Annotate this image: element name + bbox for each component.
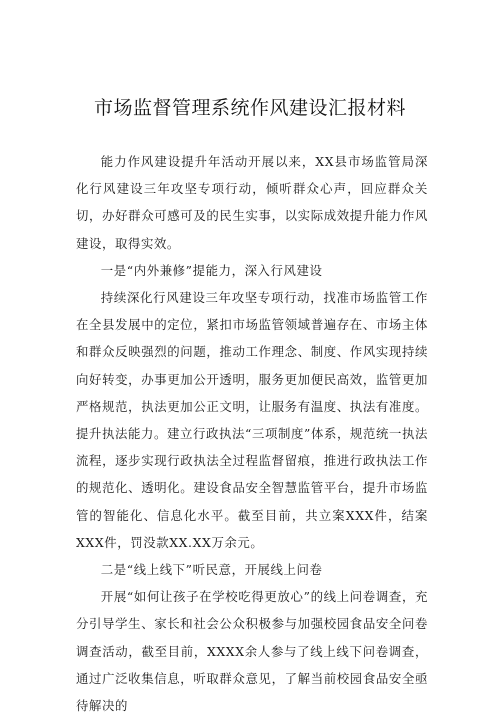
paragraph-section-2: 开展“如何让孩子在学校吃得更放心”的线上问卷调查，充分引导学生、家长和社会公众积极参与加强校园食品安全问卷调查活动，截至目前，XXXX余人参与了线上线下问卷调查，通过广泛收集信息，听取群众意见，了解当前校园食品安全亟待解决的 (76, 589, 428, 714)
section-heading-1: 一是“内外兼修”提能力，深入行风建设 (100, 262, 323, 278)
paragraph-section-1: 持续深化行风建设三年攻坚专项行动，找准市场监管工作在全县发展中的定位，紧扣市场监管领域普遍存在、市场主体和群众反映强烈的问题，推动工作理念、制度、作风实现持续向好转变，办事更加公开透明，服务更加便民高效，监管更加严格规范，执法更加公正文明，让服务有温度、执法有准度。提升执法能力。建立行政执法“三项制度”体系，规范统一执法流程，逐步实现行政执法全过程监督留痕，推进行政执法工作的规范化、透明化。建设食品安全智慧监管平台，提升市场监管的智能化、信息化水平。截至目前，共立案XXX件，结案XXX件，罚没款XX.XX万余元。 (76, 290, 428, 550)
document-body (76, 148, 428, 719)
section-heading-2: 二是“线上线下”听民意，开展线上问卷 (100, 562, 323, 578)
document-title: 市场监督管理系统作风建设汇报材料 (93, 97, 406, 119)
paragraph-intro: 能力作风建设提升年活动开展以来，XX县市场监管局深化行风建设三年攻坚专项行动，倾听群众心声，回应群众关切，办好群众可感可及的民生实事，以实际成效提升能力作风建设，取得实效。 (76, 154, 428, 251)
